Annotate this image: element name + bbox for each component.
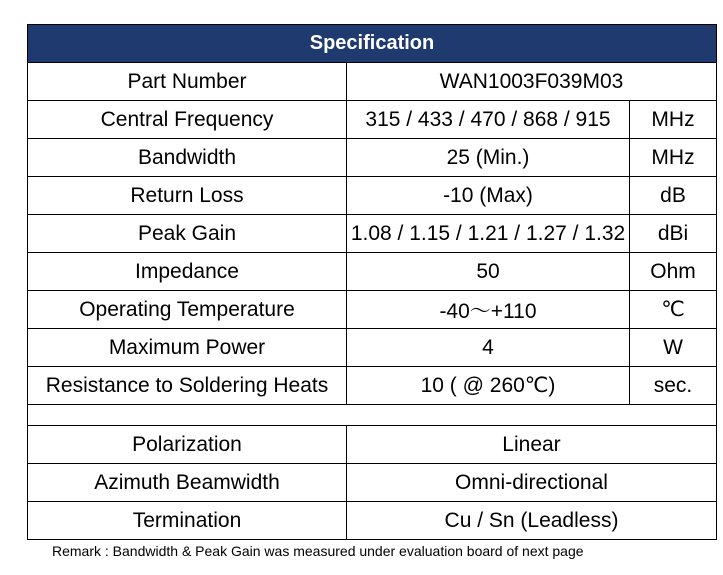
table-row <box>28 101 717 139</box>
table-row <box>28 63 717 101</box>
row-value: -10 (Max) <box>347 177 630 215</box>
row-value: Omni-directional <box>347 464 717 502</box>
remark-note: Remark : Bandwidth & Peak Gain was measured under evaluation board of next page <box>52 543 584 559</box>
row-value: 50 <box>347 253 630 291</box>
row-unit: ℃ <box>630 291 717 329</box>
table-header-row <box>28 25 717 63</box>
table-row <box>28 426 717 464</box>
row-value: Linear <box>347 426 717 464</box>
row-value: 4 <box>347 329 630 367</box>
row-label: Peak Gain <box>28 215 347 253</box>
row-label: Bandwidth <box>28 139 347 177</box>
row-value: 10 ( @ 260℃) <box>347 367 630 405</box>
row-unit: W <box>630 329 717 367</box>
row-unit: MHz <box>630 139 717 177</box>
row-label: Termination <box>28 502 347 540</box>
table-row <box>28 367 717 405</box>
row-unit: dB <box>630 177 717 215</box>
table-row <box>28 464 717 502</box>
table-row <box>28 502 717 540</box>
table-row <box>28 291 717 329</box>
table-row <box>28 253 717 291</box>
table-row <box>28 177 717 215</box>
row-value: 1.08 / 1.15 / 1.21 / 1.27 / 1.32 <box>347 215 630 253</box>
table-row <box>28 139 717 177</box>
row-label: Resistance to Soldering Heats <box>28 367 347 405</box>
row-label: Polarization <box>28 426 347 464</box>
row-label: Part Number <box>28 63 347 101</box>
row-label: Impedance <box>28 253 347 291</box>
specification-table <box>27 24 717 540</box>
row-label: Azimuth Beamwidth <box>28 464 347 502</box>
spacer-row <box>28 405 717 426</box>
row-value: Cu / Sn (Leadless) <box>347 502 717 540</box>
row-value: -40～+110 <box>347 291 630 329</box>
table-row <box>28 215 717 253</box>
row-unit: MHz <box>630 101 717 139</box>
spacer-cell <box>28 405 717 426</box>
row-label: Operating Temperature <box>28 291 347 329</box>
row-label: Maximum Power <box>28 329 347 367</box>
row-label: Return Loss <box>28 177 347 215</box>
row-label: Central Frequency <box>28 101 347 139</box>
table-row <box>28 329 717 367</box>
table-title: Specification <box>28 25 717 63</box>
row-value: 25 (Min.) <box>347 139 630 177</box>
row-unit: dBi <box>630 215 717 253</box>
row-unit: sec. <box>630 367 717 405</box>
row-unit: Ohm <box>630 253 717 291</box>
row-value: 315 / 433 / 470 / 868 / 915 <box>347 101 630 139</box>
row-value: WAN1003F039M03 <box>347 63 717 101</box>
